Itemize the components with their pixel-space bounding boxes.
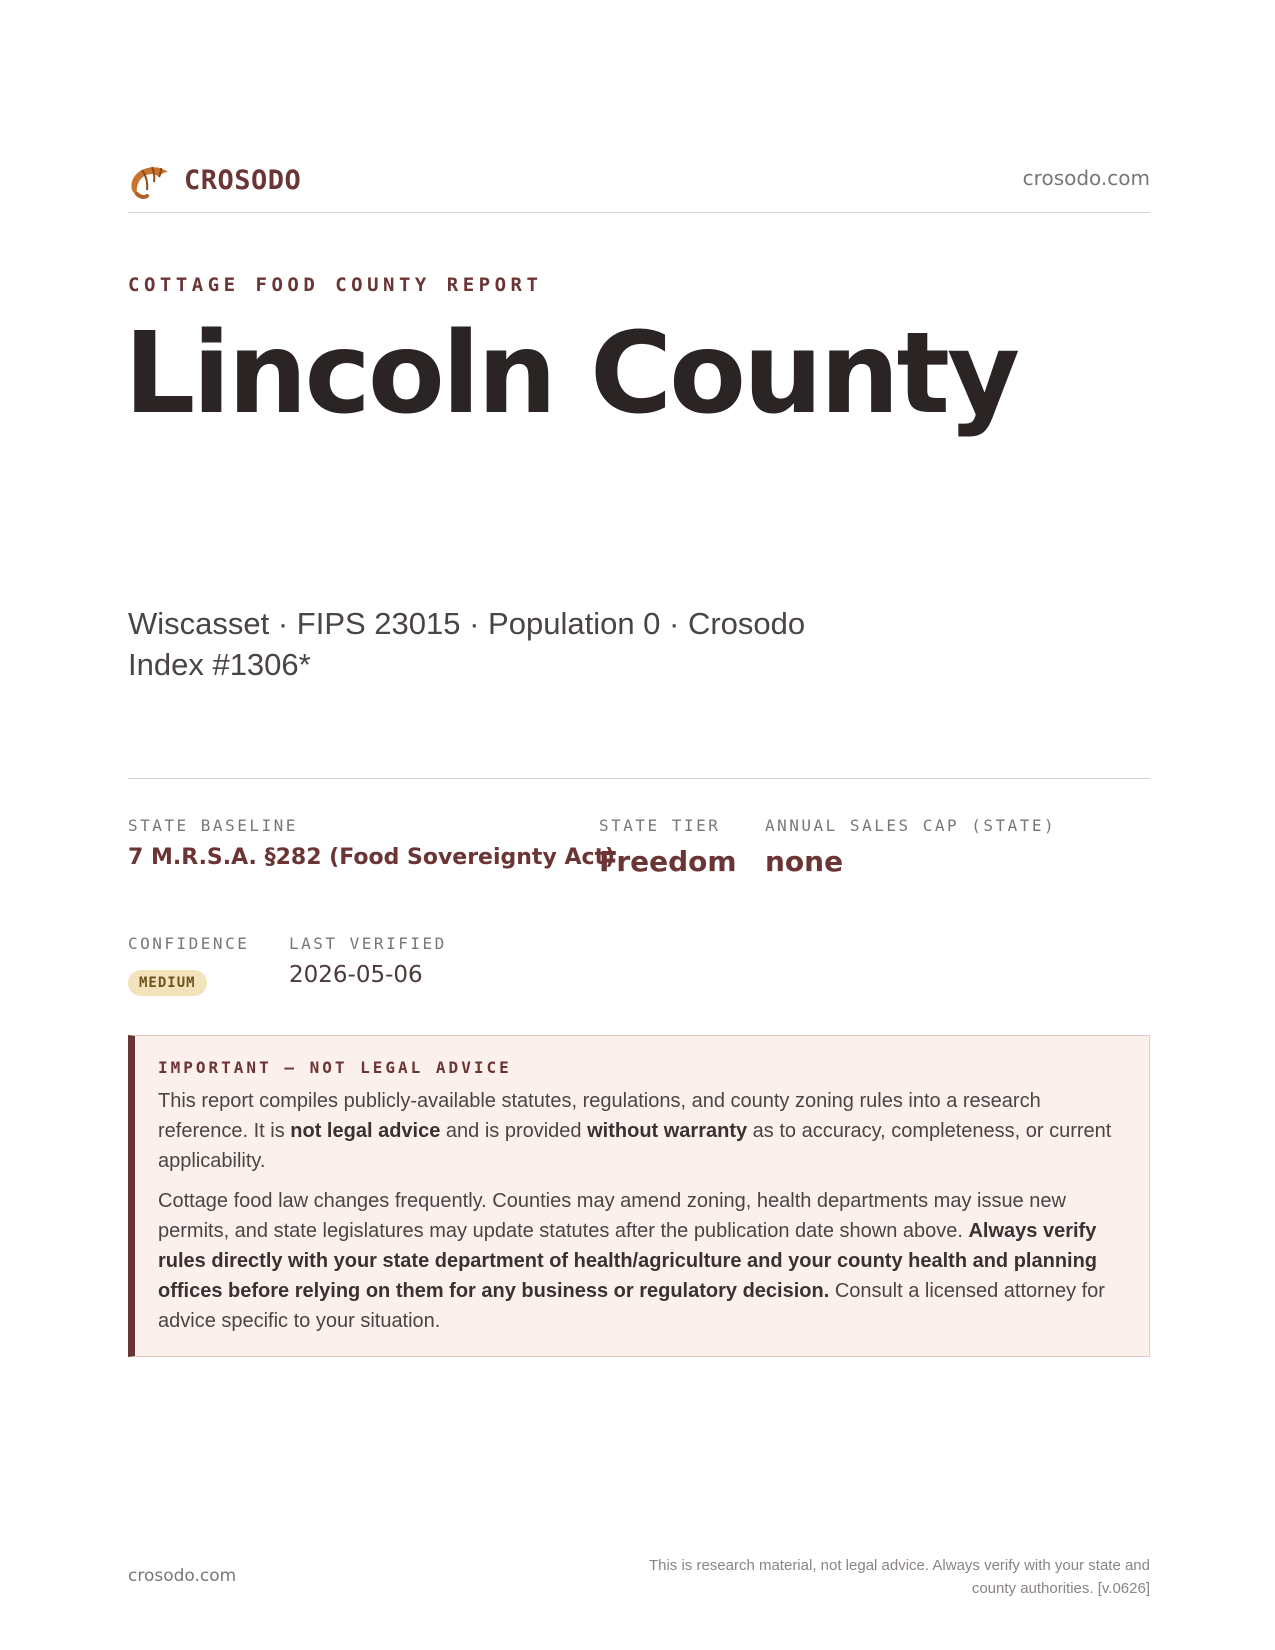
last-verified-label: LAST VERIFIED [289,934,447,953]
last-verified-value: 2026-05-06 [289,962,423,988]
state-baseline-label: STATE BASELINE [128,816,298,835]
sales-cap-label: ANNUAL SALES CAP (STATE) [765,816,1057,835]
notice-text: This report compiles publicly-available statutes, regulations, and county zoning rules into a research reference. It is [158,1090,1041,1142]
brand-name: CROSODO [184,164,302,196]
footer-site-url[interactable]: crosodo.com [128,1566,237,1586]
notice-emphasis: not legal advice [290,1120,441,1142]
section-divider [128,778,1150,779]
site-url-link[interactable]: crosodo.com [1022,166,1150,190]
confidence-badge: MEDIUM [128,970,207,996]
page-title: Lincoln County [124,309,1018,439]
state-tier-value: Freedom [599,845,737,878]
report-page [124,0,1150,1650]
report-type-eyebrow: COTTAGE FOOD COUNTY REPORT [128,274,543,296]
notice-emphasis: Always verify rules directly with your state department of health/agriculture and your county health and planning offices before relying on them for any business or regulatory decision. [158,1220,1098,1302]
confidence-label: CONFIDENCE [128,934,250,953]
notice-paragraph-2 [158,1186,1125,1336]
notice-heading: IMPORTANT — NOT LEGAL ADVICE [158,1058,512,1077]
notice-text: and is provided [440,1120,588,1142]
state-baseline-value: 7 M.R.S.A. §282 (Food Sovereignty Act) [128,845,616,870]
legal-notice [128,1035,1150,1357]
report-subtitle: Wiscasset · FIPS 23015 · Population 0 · Crosodo Index #1306* [128,606,806,682]
notice-paragraph-1 [158,1086,1125,1176]
sales-cap-value: none [765,845,844,878]
brand [128,160,301,200]
notice-text: Consult a licensed attorney for advice specific to your situation. [158,1280,1105,1332]
notice-emphasis: without warranty [587,1120,748,1142]
croissant-icon [128,160,172,200]
footer-disclaimer: This is research material, not legal advice. Always verify with your state and county authorities. [v.0626] [648,1557,1150,1597]
notice-text: Cottage food law changes frequently. Counties may amend zoning, health departments may issue new permits, and state legislatures may update statutes after the publication date shown above. [158,1190,1066,1242]
page-header [128,160,1150,213]
state-tier-label: STATE TIER [599,816,721,835]
notice-text: as to accuracy, completeness, or current applicability. [158,1120,1112,1172]
